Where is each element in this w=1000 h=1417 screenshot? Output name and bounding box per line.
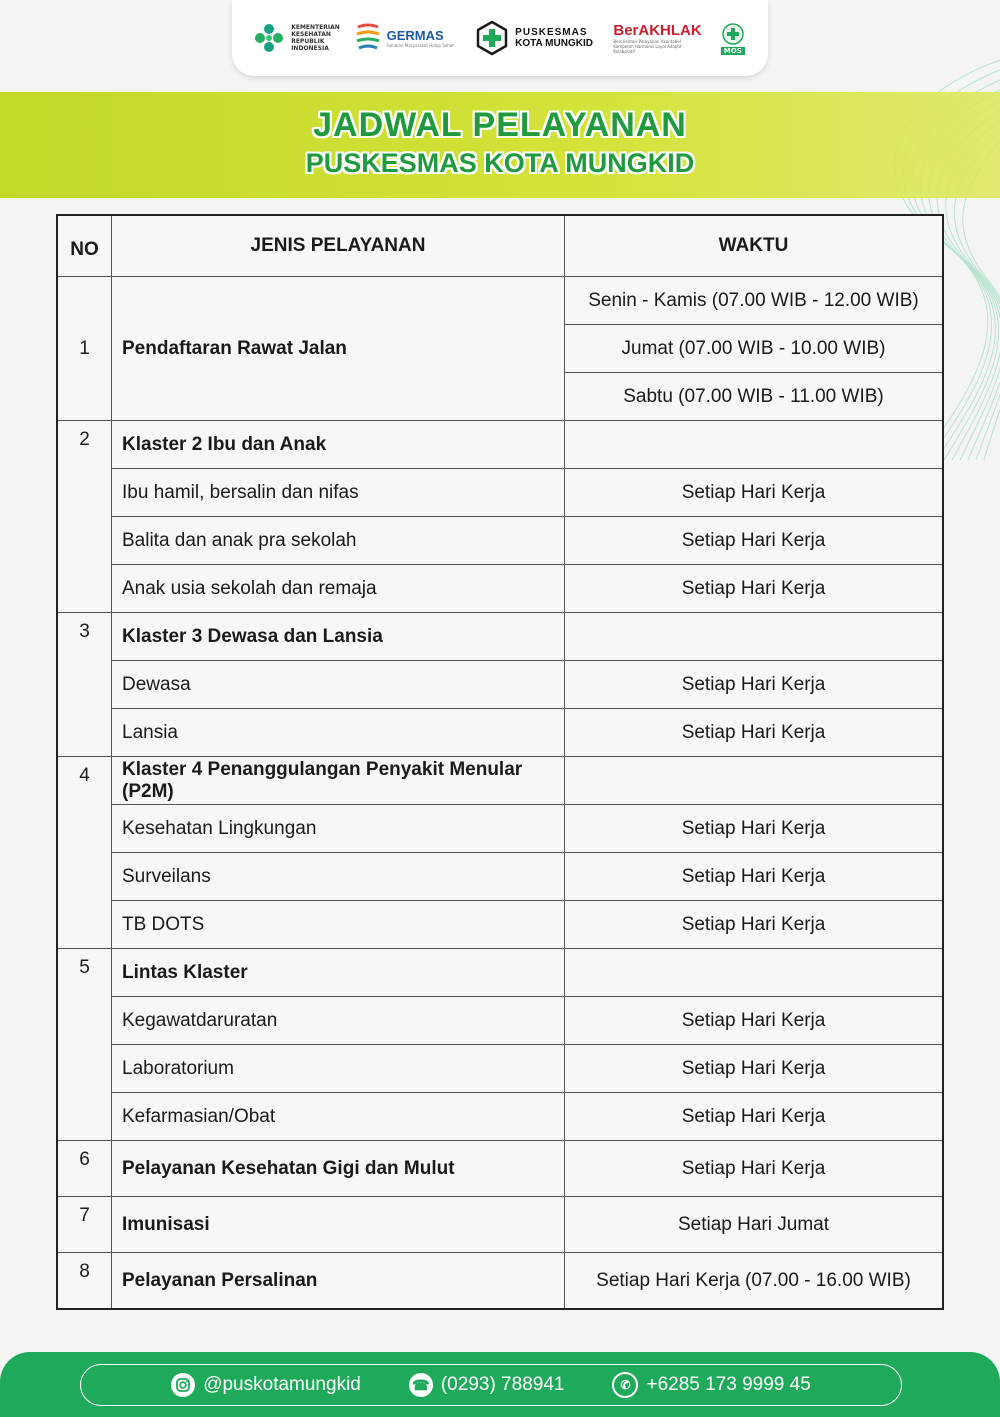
- mos-label: MOS: [721, 47, 745, 55]
- table-row: [57, 901, 943, 949]
- table-row: [57, 997, 943, 1045]
- service-name: Ibu hamil, bersalin dan nifas: [112, 469, 565, 517]
- puskesmas-text: PUSKESMAS: [515, 27, 588, 38]
- germas-icon: [354, 21, 382, 55]
- row-number: 5: [57, 949, 112, 1141]
- page-title: JADWAL PELAYANAN: [313, 106, 687, 144]
- phone-icon: ☎: [409, 1373, 433, 1397]
- service-time-empty: [565, 613, 944, 661]
- service-name: Balita dan anak pra sekolah: [112, 517, 565, 565]
- phone-number: (0293) 788941: [440, 1374, 565, 1395]
- footer: [0, 1352, 1000, 1417]
- service-name: Lansia: [112, 709, 565, 757]
- service-time: Setiap Hari Jumat: [565, 1197, 944, 1253]
- service-time: Sabtu (07.00 WIB - 11.00 WIB): [565, 373, 944, 421]
- puskesmas-logo: [474, 20, 593, 56]
- table-row: [57, 469, 943, 517]
- table-row: [57, 1045, 943, 1093]
- service-name: Pendaftaran Rawat Jalan: [112, 277, 565, 421]
- service-time-empty: [565, 421, 944, 469]
- cluster-name: Lintas Klaster: [112, 949, 565, 997]
- service-time-empty: [565, 949, 944, 997]
- table-row: [57, 853, 943, 901]
- logo-bar: [232, 0, 768, 76]
- kemenkes-text: KEMENTERIAN KESEHATAN REPUBLIK INDONESIA: [291, 24, 340, 52]
- germas-subtext: Gerakan Masyarakat Hidup Sehat: [386, 43, 454, 48]
- contact-bar: [80, 1364, 902, 1406]
- service-name: Imunisasi: [112, 1197, 565, 1253]
- service-name: TB DOTS: [112, 901, 565, 949]
- whatsapp-contact[interactable]: [612, 1372, 810, 1398]
- row-number: 4: [57, 757, 112, 949]
- whatsapp-number: +6285 173 9999 45: [646, 1374, 811, 1395]
- table-row: [57, 661, 943, 709]
- service-time: Setiap Hari Kerja: [565, 517, 944, 565]
- table-row: [57, 757, 943, 805]
- service-time: Setiap Hari Kerja: [565, 709, 944, 757]
- header-waktu: WAKTU: [565, 215, 944, 277]
- service-name: Kegawatdaruratan: [112, 997, 565, 1045]
- service-time: Setiap Hari Kerja: [565, 805, 944, 853]
- service-name: Pelayanan Persalinan: [112, 1253, 565, 1310]
- service-time: Jumat (07.00 WIB - 10.00 WIB): [565, 325, 944, 373]
- service-name: Anak usia sekolah dan remaja: [112, 565, 565, 613]
- row-number: 3: [57, 613, 112, 757]
- instagram-contact[interactable]: [171, 1373, 361, 1397]
- germas-logo: [354, 21, 454, 55]
- puskesmas-subtext: KOTA MUNGKID: [515, 38, 593, 49]
- table-row: [57, 1141, 943, 1197]
- schedule-table: [56, 214, 944, 1310]
- service-time: Setiap Hari Kerja: [565, 1045, 944, 1093]
- service-time: Setiap Hari Kerja: [565, 469, 944, 517]
- row-number: 6: [57, 1141, 112, 1197]
- service-time: Setiap Hari Kerja: [565, 565, 944, 613]
- berakhlak-text: BerAKHLAK: [613, 21, 702, 39]
- row-number: 1: [57, 277, 112, 421]
- row-number: 2: [57, 421, 112, 613]
- row-number: 8: [57, 1253, 112, 1310]
- service-time: Setiap Hari Kerja: [565, 661, 944, 709]
- kemenkes-logo: [252, 21, 340, 55]
- service-time: Setiap Hari Kerja: [565, 1141, 944, 1197]
- service-name: Pelayanan Kesehatan Gigi dan Mulut: [112, 1141, 565, 1197]
- table-row: [57, 1093, 943, 1141]
- service-name: Laboratorium: [112, 1045, 565, 1093]
- service-name: Dewasa: [112, 661, 565, 709]
- service-time: Setiap Hari Kerja (07.00 - 16.00 WIB): [565, 1253, 944, 1310]
- whatsapp-icon: ✆: [612, 1372, 638, 1398]
- instagram-icon: [171, 1373, 195, 1397]
- table-row: [57, 949, 943, 997]
- instagram-handle: @puskotamungkid: [203, 1374, 361, 1395]
- table-row: [57, 277, 943, 325]
- table-row: [57, 517, 943, 565]
- service-time-empty: [565, 757, 944, 805]
- phone-contact[interactable]: [409, 1373, 565, 1397]
- mos-logo: [718, 22, 748, 55]
- germas-text: GERMAS: [386, 28, 444, 43]
- puskesmas-icon: [474, 20, 510, 56]
- header-jenis: JENIS PELAYANAN: [112, 215, 565, 277]
- page-subtitle: PUSKESMAS KOTA MUNGKID: [305, 148, 695, 178]
- table-header-row: [57, 215, 943, 277]
- berakhlak-logo: [613, 21, 702, 54]
- table-row: [57, 1197, 943, 1253]
- table-row: [57, 1253, 943, 1310]
- berakhlak-subtext: Berorientasi Pelayanan Akuntabel Kompeten Harmonis Loyal Adaptif Kolaboratif: [613, 38, 682, 54]
- service-time: Senin - Kamis (07.00 WIB - 12.00 WIB): [565, 277, 944, 325]
- cluster-name: Klaster 3 Dewasa dan Lansia: [112, 613, 565, 661]
- table-row: [57, 565, 943, 613]
- table-row: [57, 805, 943, 853]
- mos-icon: [718, 22, 748, 46]
- table-row: [57, 421, 943, 469]
- service-name: Surveilans: [112, 853, 565, 901]
- table-row: [57, 709, 943, 757]
- service-time: Setiap Hari Kerja: [565, 1093, 944, 1141]
- table-row: [57, 613, 943, 661]
- cluster-name: Klaster 4 Penanggulangan Penyakit Menular (P2M): [112, 757, 565, 805]
- service-name: Kesehatan Lingkungan: [112, 805, 565, 853]
- header-no: NO: [57, 215, 112, 277]
- kemenkes-icon: [252, 21, 286, 55]
- service-time: Setiap Hari Kerja: [565, 997, 944, 1045]
- cluster-name: Klaster 2 Ibu dan Anak: [112, 421, 565, 469]
- row-number: 7: [57, 1197, 112, 1253]
- service-time: Setiap Hari Kerja: [565, 901, 944, 949]
- service-time: Setiap Hari Kerja: [565, 853, 944, 901]
- service-name: Kefarmasian/Obat: [112, 1093, 565, 1141]
